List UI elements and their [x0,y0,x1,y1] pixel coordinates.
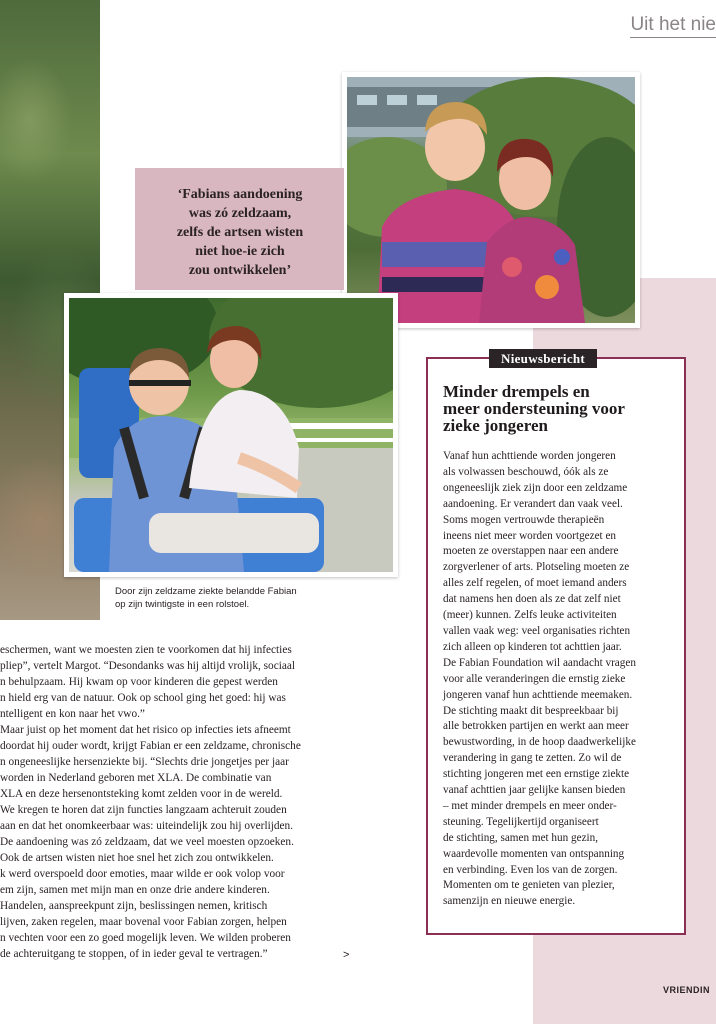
photo-fabian-and-margot [342,72,640,328]
article-line: worden in Nederland geboren met XLA. De combinatie van [0,772,272,784]
news-line: vanaf achttien jaar gelijke kansen bieden [443,784,626,797]
pull-quote-line: niet hoe-ie zich [195,244,285,259]
pull-quote [150,185,330,280]
article-line: em zijn, samen met mijn man en onze drie andere kinderen. [0,884,270,896]
section-label: Uit het nie [630,14,716,38]
article-line: n vechten voor een zo goed mogelijk leven. We wilden proberen [0,932,291,944]
news-line: ineens niet meer worden voortgezet en [443,529,617,542]
article-line: lijven, zaken regelen, maar bovenal voor Fabian zorgen, helpen [0,916,287,928]
news-line: waardevolle momenten van ontspanning [443,847,625,860]
photo-caption [115,585,345,611]
news-title-line: zieke jongeren [443,416,548,435]
news-line: verandering in gang te zetten. Zo wil de [443,752,622,765]
news-line: Soms mogen vertrouwde therapieën [443,513,605,526]
article-line: XLA en deze hersenontsteking komt zelden voor in de wereld. [0,788,283,800]
article-line: aan en dat het onomkeerbaar was: uiteindelijk zou hij overlijden. [0,820,293,832]
news-line: stichting jongeren met een ernstige ziekte [443,768,630,781]
news-line: steuning. Tegelijkertijd organiseert [443,815,599,828]
news-line: voor alle veranderingen die ernstig zieke [443,672,626,685]
news-line: bewustwording, in de hoop daadwerkelijke [443,736,636,749]
news-title-line: Minder drempels en [443,382,590,401]
news-line: Momenten om te genieten van plezier, [443,879,615,892]
photo-top-illustration [347,77,635,323]
article-line: Handelen, aanspreekpunt zijn, beslissingen nemen, kritisch [0,900,268,912]
continue-arrow: > [343,949,350,961]
news-line: als volwassen beschouwd, óók als ze [443,465,609,478]
news-tag: Nieuwsbericht [489,349,597,368]
news-line: alles zelf regelen, of moet iemand anders [443,577,627,590]
news-line: zich alleen op kinderen tot achttien jaar. [443,640,622,653]
pull-quote-line: was zó zeldzaam, [188,206,292,221]
article-line: De aandoening was zó zeldzaam, dat we veel moesten opzoeken. [0,836,294,848]
news-line: en verbinding. Even los van de zorgen. [443,863,618,876]
article-line: Maar juist op het moment dat het risico op infecties iets afneemt [0,724,291,736]
news-line: alle betrokken partijen en werkt aan meer [443,720,629,733]
article-body [0,642,345,962]
news-line: ongeneeslijk ziek zijn door een zeldzame [443,481,628,494]
article-line: n behulpzaam. Hij kwam op voor kinderen die gepest werden [0,676,278,688]
news-line: dat namens hen doen als ze dat zelf niet [443,593,621,606]
news-line: jongeren vanaf hun achttiende meemaken. [443,688,633,701]
photo-bottom-illustration [69,298,393,572]
news-line: samenzijn en nieuwe energie. [443,895,576,908]
news-line: De stichting maakt dit bespreekbaar bij [443,704,619,717]
photo-fabian-wheelchair [64,293,398,577]
article-line: Ook de artsen wisten niet hoe snel het zich zou ontwikkelen. [0,852,274,864]
news-line: (meer) kunnen. Zelfs leuke activiteiten [443,609,617,622]
pull-quote-line: zelfs de artsen wisten [176,225,304,240]
news-line: De Fabian Foundation wil aandacht vragen [443,656,636,669]
news-line: moeten ze overstappen naar een andere [443,545,619,558]
article-line: doordat hij ouder wordt, krijgt Fabian er een zeldzame, chronische [0,740,301,752]
caption-line: Door zijn zeldzame ziekte belandde Fabian [115,586,297,597]
news-line: Vanaf hun achttiende worden jongeren [443,450,616,462]
article-line: pliep”, vertelt Margot. “Desondanks was hij altijd vrolijk, sociaal [0,660,296,672]
article-line: k werd overspoeld door emoties, maar wilde er ook volop voor [0,868,285,880]
news-line: de stichting, samen met hun gezin, [443,831,599,844]
news-line: aandoening. Er verandert dan vaak veel. [443,497,623,510]
article-line: ntelligent en kon naar het vwo.” [0,708,145,720]
caption-line: op zijn twintigste in een rolstoel. [115,599,250,610]
pull-quote-line: zou ontwikkelen’ [188,263,292,278]
article-line: de achteruitgang te stoppen, of in ieder geval te vertragen.” [0,948,268,960]
news-line: vallen vaak weg: veel organisaties richten [443,624,631,637]
article-line: n ongeneeslijke hersenziekte bij. “Slechts drie jongetjes per jaar [0,756,289,768]
footer-brand: VRIENDIN [662,985,710,995]
news-line: zorgverlener of arts. Plotseling moeten ze [443,561,630,574]
news-body [443,449,679,910]
article-line: n hield erg van de natuur. Ook op school ging het goed: hij was [0,692,286,704]
news-title-line: meer ondersteuning voor [443,399,625,418]
article-line: eschermen, want we moesten zien te voorkomen dat hij infecties [0,644,292,656]
article-line: We kregen te horen dat zijn functies langzaam achteruit zouden [0,804,287,816]
news-line: – met minder drempels en meer onder- [443,799,617,812]
news-title [443,383,675,434]
pull-quote-line: ‘Fabians aandoening [177,187,303,202]
